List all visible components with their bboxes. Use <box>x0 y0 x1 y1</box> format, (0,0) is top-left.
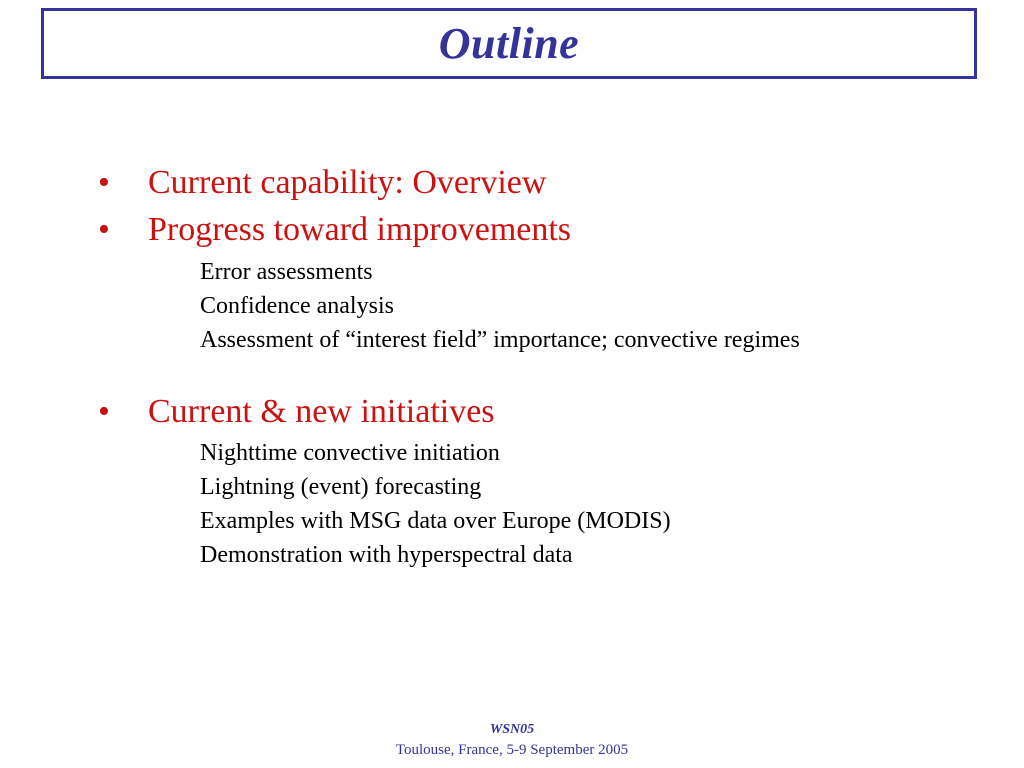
bullet-marker: • <box>98 164 110 201</box>
sub-item-hyperspectral-demonstration: Demonstration with hyperspectral data <box>200 542 573 568</box>
sub-item-msg-data-examples: Examples with MSG data over Europe (MODIS) <box>200 508 671 534</box>
bullet-text: Current capability: Overview <box>148 164 547 201</box>
sub-item-lightning-forecasting: Lightning (event) forecasting <box>200 474 482 500</box>
footer-event: WSN05 <box>489 722 535 737</box>
bullet-item-current-capability <box>98 166 546 200</box>
slide-title: Outline <box>438 18 580 68</box>
sub-item-nighttime-convective-initiation: Nighttime convective initiation <box>200 440 500 466</box>
bullet-item-progress-toward-improvements <box>98 213 571 247</box>
footer-location: Toulouse, France, 5-9 September 2005 <box>395 742 629 758</box>
bullet-text: Progress toward improvements <box>148 211 572 248</box>
bullet-marker: • <box>98 211 110 248</box>
sub-item-error-assessments: Error assessments <box>200 259 373 285</box>
title-box <box>41 8 977 79</box>
bullet-text: Current & new initiatives <box>148 393 495 430</box>
bullet-item-current-new-initiatives <box>98 395 495 429</box>
sub-item-interest-field-assessment: Assessment of “interest field” importance; convective regimes <box>200 327 800 353</box>
bullet-marker: • <box>98 393 110 430</box>
sub-item-confidence-analysis: Confidence analysis <box>200 293 394 319</box>
